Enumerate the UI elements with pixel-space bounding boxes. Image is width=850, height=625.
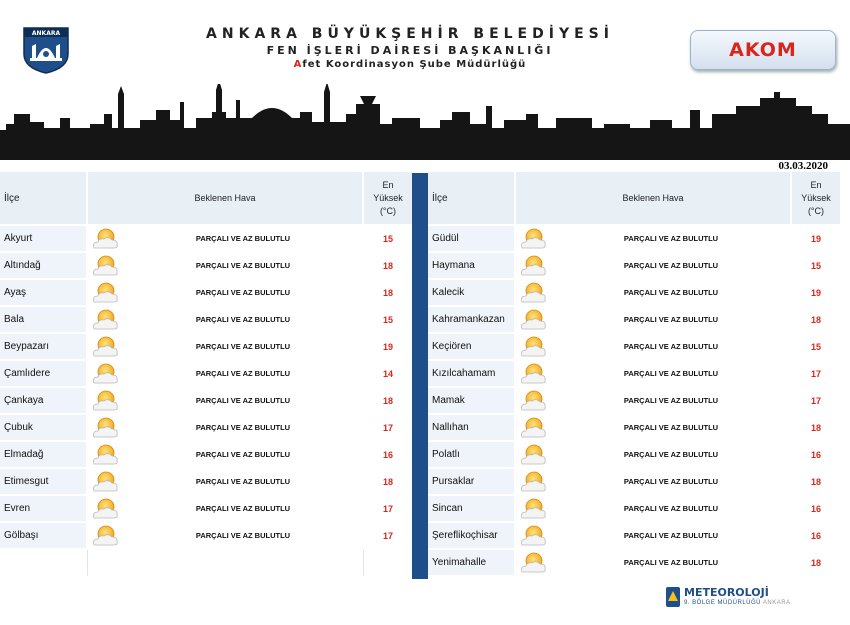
district-name: Güdül xyxy=(428,226,516,253)
partly-cloudy-icon xyxy=(88,280,124,307)
partly-cloudy-icon xyxy=(88,442,124,469)
district-name: Ayaş xyxy=(0,280,88,307)
district-name: Çamlıdere xyxy=(0,361,88,388)
weather-text: PARÇALI VE AZ BULUTLU xyxy=(124,334,364,361)
weather-text: PARÇALI VE AZ BULUTLU xyxy=(552,253,792,280)
table-row xyxy=(428,307,842,334)
table-row xyxy=(0,469,414,496)
header xyxy=(0,0,850,172)
table-row xyxy=(0,388,414,415)
weather-text: PARÇALI VE AZ BULUTLU xyxy=(124,307,364,334)
ankara-logo xyxy=(20,24,72,74)
partly-cloudy-icon xyxy=(88,226,124,253)
max-temp: 17 xyxy=(792,388,842,415)
max-temp: 16 xyxy=(364,442,414,469)
district-name: Mamak xyxy=(428,388,516,415)
table-row xyxy=(428,280,842,307)
partly-cloudy-icon xyxy=(516,415,552,442)
empty-cell xyxy=(364,550,414,577)
weather-text: PARÇALI VE AZ BULUTLU xyxy=(124,361,364,388)
max-temp: 18 xyxy=(792,469,842,496)
max-temp: 16 xyxy=(792,442,842,469)
table-row xyxy=(428,469,842,496)
weather-text: PARÇALI VE AZ BULUTLU xyxy=(552,415,792,442)
meteoroloji-logo xyxy=(666,586,816,614)
district-name: Sincan xyxy=(428,496,516,523)
district-name: Kalecik xyxy=(428,280,516,307)
max-temp: 19 xyxy=(792,226,842,253)
district-name: Çubuk xyxy=(0,415,88,442)
max-temp: 17 xyxy=(364,415,414,442)
partly-cloudy-icon xyxy=(516,442,552,469)
partly-cloudy-icon xyxy=(88,415,124,442)
max-temp: 19 xyxy=(792,280,842,307)
weather-text: PARÇALI VE AZ BULUTLU xyxy=(552,334,792,361)
district-name: Altındağ xyxy=(0,253,88,280)
district-name: Polatlı xyxy=(428,442,516,469)
weather-text: PARÇALI VE AZ BULUTLU xyxy=(552,226,792,253)
table-row xyxy=(428,523,842,550)
partly-cloudy-icon xyxy=(516,523,552,550)
weather-text: PARÇALI VE AZ BULUTLU xyxy=(124,253,364,280)
max-temp: 17 xyxy=(364,496,414,523)
weather-text: PARÇALI VE AZ BULUTLU xyxy=(124,226,364,253)
district-name: Keçiören xyxy=(428,334,516,361)
weather-text: PARÇALI VE AZ BULUTLU xyxy=(124,280,364,307)
table-row xyxy=(428,442,842,469)
meteoroloji-sub: 9. BÖLGE MÜDÜRLÜĞÜ ANKARA xyxy=(684,600,791,606)
table-header xyxy=(428,172,842,226)
table-divider xyxy=(412,173,428,579)
district-name: Yenimahalle xyxy=(428,550,516,577)
partly-cloudy-icon xyxy=(88,334,124,361)
column-header-max-temp: En Yüksek (°C) xyxy=(364,172,414,226)
table-row xyxy=(0,523,414,550)
weather-text: PARÇALI VE AZ BULUTLU xyxy=(124,496,364,523)
akom-label: AKOM xyxy=(729,39,797,61)
partly-cloudy-icon xyxy=(516,388,552,415)
max-temp: 17 xyxy=(792,361,842,388)
table-row xyxy=(0,415,414,442)
partly-cloudy-icon xyxy=(516,361,552,388)
partly-cloudy-icon xyxy=(516,496,552,523)
table-row xyxy=(428,226,842,253)
table-body xyxy=(428,226,842,577)
max-temp: 16 xyxy=(792,523,842,550)
weather-text: PARÇALI VE AZ BULUTLU xyxy=(552,550,792,577)
district-name: Şereflikoçhisar xyxy=(428,523,516,550)
district-name: Çankaya xyxy=(0,388,88,415)
max-temp: 15 xyxy=(792,334,842,361)
meteoroloji-mark-icon xyxy=(666,587,680,607)
table-row xyxy=(428,253,842,280)
forecast-table-left xyxy=(0,172,414,577)
district-name: Beypazarı xyxy=(0,334,88,361)
max-temp: 17 xyxy=(364,523,414,550)
max-temp: 15 xyxy=(364,307,414,334)
district-name: Etimesgut xyxy=(0,469,88,496)
partly-cloudy-icon xyxy=(88,523,124,550)
meteoroloji-name: METEOROLOJİ xyxy=(684,586,769,599)
partly-cloudy-icon xyxy=(516,469,552,496)
partly-cloudy-icon xyxy=(88,361,124,388)
max-temp: 15 xyxy=(364,226,414,253)
partly-cloudy-icon xyxy=(516,334,552,361)
table-row-empty xyxy=(0,550,414,577)
title-municipality: ANKARA BÜYÜKŞEHİR BELEDİYESİ xyxy=(206,26,614,42)
table-row xyxy=(0,307,414,334)
max-temp: 18 xyxy=(364,388,414,415)
weather-text: PARÇALI VE AZ BULUTLU xyxy=(124,469,364,496)
column-header-district: İlçe xyxy=(0,172,88,226)
max-temp: 16 xyxy=(792,496,842,523)
district-name: Bala xyxy=(0,307,88,334)
weather-text: PARÇALI VE AZ BULUTLU xyxy=(124,415,364,442)
district-name: Kızılcahamam xyxy=(428,361,516,388)
table-row xyxy=(0,361,414,388)
weather-text: PARÇALI VE AZ BULUTLU xyxy=(552,280,792,307)
weather-text: PARÇALI VE AZ BULUTLU xyxy=(552,496,792,523)
table-row xyxy=(428,388,842,415)
akom-badge[interactable] xyxy=(690,30,836,70)
max-temp: 19 xyxy=(364,334,414,361)
partly-cloudy-icon xyxy=(88,496,124,523)
partly-cloudy-icon xyxy=(516,550,552,577)
weather-text: PARÇALI VE AZ BULUTLU xyxy=(124,442,364,469)
svg-text:ANKARA: ANKARA xyxy=(31,30,61,37)
weather-text: PARÇALI VE AZ BULUTLU xyxy=(552,361,792,388)
district-name: Pursaklar xyxy=(428,469,516,496)
max-temp: 18 xyxy=(364,469,414,496)
table-row xyxy=(428,496,842,523)
table-row xyxy=(0,334,414,361)
partly-cloudy-icon xyxy=(88,469,124,496)
weather-text: PARÇALI VE AZ BULUTLU xyxy=(552,523,792,550)
partly-cloudy-icon xyxy=(516,307,552,334)
weather-text: PARÇALI VE AZ BULUTLU xyxy=(552,442,792,469)
district-name: Evren xyxy=(0,496,88,523)
district-name: Kahramankazan xyxy=(428,307,516,334)
district-name: Nallıhan xyxy=(428,415,516,442)
forecast-table-right xyxy=(428,172,842,577)
table-row xyxy=(428,415,842,442)
partly-cloudy-icon xyxy=(516,226,552,253)
weather-text: PARÇALI VE AZ BULUTLU xyxy=(552,388,792,415)
partly-cloudy-icon xyxy=(88,307,124,334)
max-temp: 18 xyxy=(792,307,842,334)
weather-text: PARÇALI VE AZ BULUTLU xyxy=(552,307,792,334)
table-row xyxy=(0,253,414,280)
partly-cloudy-icon xyxy=(88,388,124,415)
partly-cloudy-icon xyxy=(88,253,124,280)
table-row xyxy=(0,280,414,307)
table-row xyxy=(0,496,414,523)
table-row xyxy=(428,334,842,361)
title-department: FEN İŞLERİ DAİRESİ BAŞKANLIĞI xyxy=(266,44,554,57)
empty-cell xyxy=(88,550,364,577)
max-temp: 18 xyxy=(792,550,842,577)
table-row xyxy=(0,442,414,469)
column-header-weather: Beklenen Hava xyxy=(516,172,792,226)
column-header-max-temp: En Yüksek (°C) xyxy=(792,172,842,226)
title-branch: Afet Koordinasyon Şube Müdürlüğü xyxy=(293,59,527,70)
table-row xyxy=(0,226,414,253)
district-name: Gölbaşı xyxy=(0,523,88,550)
table-row xyxy=(428,361,842,388)
column-header-district: İlçe xyxy=(428,172,516,226)
max-temp: 18 xyxy=(792,415,842,442)
table-header xyxy=(0,172,414,226)
max-temp: 15 xyxy=(792,253,842,280)
date-label: 03.03.2020 xyxy=(778,160,828,172)
partly-cloudy-icon xyxy=(516,253,552,280)
district-name: Akyurt xyxy=(0,226,88,253)
header-titles xyxy=(150,26,670,70)
table-row xyxy=(428,550,842,577)
max-temp: 18 xyxy=(364,253,414,280)
empty-cell xyxy=(0,550,88,577)
partly-cloudy-icon xyxy=(516,280,552,307)
table-body xyxy=(0,226,414,550)
column-header-weather: Beklenen Hava xyxy=(88,172,364,226)
max-temp: 14 xyxy=(364,361,414,388)
weather-text: PARÇALI VE AZ BULUTLU xyxy=(124,388,364,415)
district-name: Elmadağ xyxy=(0,442,88,469)
max-temp: 18 xyxy=(364,280,414,307)
weather-text: PARÇALI VE AZ BULUTLU xyxy=(552,469,792,496)
weather-text: PARÇALI VE AZ BULUTLU xyxy=(124,523,364,550)
district-name: Haymana xyxy=(428,253,516,280)
city-skyline xyxy=(0,84,850,160)
